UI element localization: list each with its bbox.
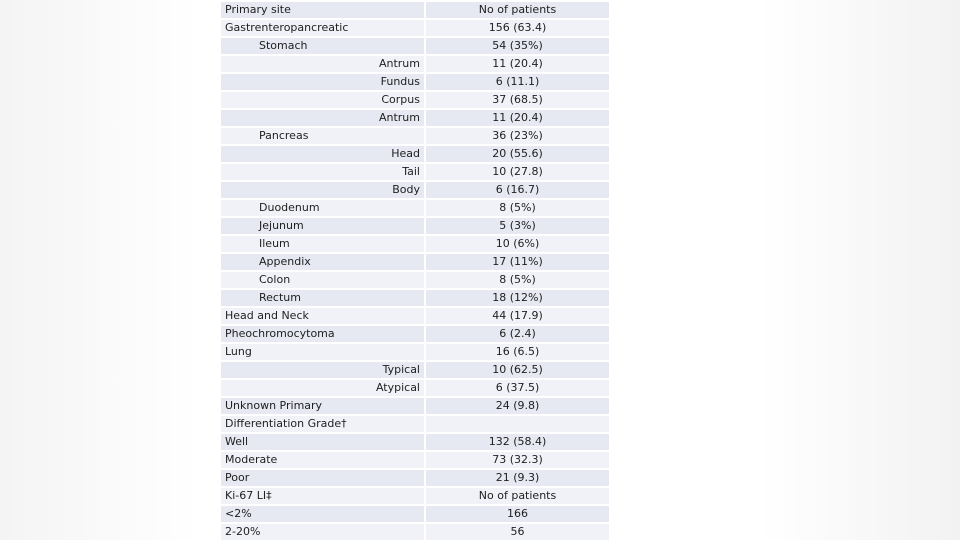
row-label: Well — [225, 435, 249, 448]
row-value: 11 (20.4) — [426, 56, 609, 72]
row-value: 17 (11%) — [426, 254, 609, 270]
row-value: 36 (23%) — [426, 128, 609, 144]
row-label: Gastrenteropancreatic — [225, 21, 349, 34]
table-row — [221, 380, 609, 396]
row-value — [426, 416, 609, 432]
row-value: 6 (37.5) — [426, 380, 609, 396]
row-label: 2-20% — [225, 525, 261, 538]
row-value: 18 (12%) — [426, 290, 609, 306]
row-value: No of patients — [426, 2, 609, 18]
row-value: 20 (55.6) — [426, 146, 609, 162]
table-row — [221, 308, 609, 324]
table-row — [221, 182, 609, 198]
row-label-cell — [221, 218, 424, 234]
table-row — [221, 488, 609, 504]
table-row — [221, 218, 609, 234]
table-row — [221, 254, 609, 270]
row-label: Duodenum — [259, 201, 320, 214]
row-label-cell — [221, 524, 424, 540]
table-row — [221, 272, 609, 288]
table-row — [221, 56, 609, 72]
table-row — [221, 2, 609, 18]
row-label-cell — [221, 488, 424, 504]
row-label: Moderate — [225, 453, 278, 466]
row-value: 54 (35%) — [426, 38, 609, 54]
row-label-cell — [221, 416, 424, 432]
row-label: Ileum — [259, 237, 290, 250]
row-value: 56 — [426, 524, 609, 540]
table-body — [221, 2, 609, 540]
row-value: 73 (32.3) — [426, 452, 609, 468]
row-label: Antrum — [378, 111, 420, 124]
table-row — [221, 110, 609, 126]
table-row — [221, 416, 609, 432]
row-value: 6 (16.7) — [426, 182, 609, 198]
table-row — [221, 74, 609, 90]
row-label-cell — [221, 344, 424, 360]
row-label: Pheochromocytoma — [225, 327, 335, 340]
row-label: Fundus — [380, 75, 420, 88]
table-row — [221, 92, 609, 108]
row-value: 10 (62.5) — [426, 362, 609, 378]
table-row — [221, 506, 609, 522]
table-row — [221, 398, 609, 414]
row-label: Unknown Primary — [225, 399, 323, 412]
background-gradient-left — [0, 0, 200, 540]
row-value: 10 (27.8) — [426, 164, 609, 180]
row-value: 6 (2.4) — [426, 326, 609, 342]
table-row — [221, 452, 609, 468]
background-gradient-right — [760, 0, 960, 540]
row-value: 8 (5%) — [426, 200, 609, 216]
row-label-cell — [221, 92, 424, 108]
row-value: 21 (9.3) — [426, 470, 609, 486]
row-label-cell — [221, 110, 424, 126]
row-label: Primary site — [225, 3, 291, 16]
row-label-cell — [221, 380, 424, 396]
row-value: 24 (9.8) — [426, 398, 609, 414]
row-label: Antrum — [378, 57, 420, 70]
row-label-cell — [221, 2, 424, 18]
row-label: Lung — [225, 345, 252, 358]
row-label: Poor — [225, 471, 250, 484]
row-label: Colon — [259, 273, 291, 286]
table-row — [221, 290, 609, 306]
row-value: 156 (63.4) — [426, 20, 609, 36]
row-label-cell — [221, 182, 424, 198]
row-label: Rectum — [259, 291, 301, 304]
table-row — [221, 236, 609, 252]
row-value: 10 (6%) — [426, 236, 609, 252]
row-label: Pancreas — [259, 129, 309, 142]
row-label-cell — [221, 290, 424, 306]
row-label: Corpus — [381, 93, 420, 106]
row-label: Atypical — [375, 381, 420, 394]
row-label-cell — [221, 146, 424, 162]
primary-site-table — [219, 0, 611, 542]
row-value: 166 — [426, 506, 609, 522]
row-label: Differentiation Grade† — [225, 417, 347, 430]
row-value: 44 (17.9) — [426, 308, 609, 324]
table-row — [221, 200, 609, 216]
row-value: 8 (5%) — [426, 272, 609, 288]
row-label: Head — [391, 147, 420, 160]
row-label-cell — [221, 506, 424, 522]
row-label-cell — [221, 74, 424, 90]
row-label-cell — [221, 272, 424, 288]
row-label: Head and Neck — [225, 309, 309, 322]
row-value: 132 (58.4) — [426, 434, 609, 450]
row-label-cell — [221, 308, 424, 324]
row-label-cell — [221, 128, 424, 144]
row-label-cell — [221, 56, 424, 72]
row-value: No of patients — [426, 488, 609, 504]
table-row — [221, 38, 609, 54]
table-row — [221, 20, 609, 36]
table-row — [221, 164, 609, 180]
row-value: 16 (6.5) — [426, 344, 609, 360]
row-label: Ki-67 LI‡ — [225, 489, 272, 502]
table-row — [221, 146, 609, 162]
row-label: Typical — [382, 363, 420, 376]
row-label: Body — [392, 183, 420, 196]
row-label: <2% — [225, 507, 252, 520]
row-label: Appendix — [259, 255, 311, 268]
row-label-cell — [221, 434, 424, 450]
table-row — [221, 128, 609, 144]
row-label-cell — [221, 38, 424, 54]
row-label-cell — [221, 362, 424, 378]
row-label-cell — [221, 452, 424, 468]
table-row — [221, 524, 609, 540]
row-label-cell — [221, 20, 424, 36]
row-value: 5 (3%) — [426, 218, 609, 234]
row-label-cell — [221, 164, 424, 180]
row-label-cell — [221, 326, 424, 342]
row-label-cell — [221, 254, 424, 270]
row-value: 11 (20.4) — [426, 110, 609, 126]
row-label-cell — [221, 398, 424, 414]
row-label-cell — [221, 470, 424, 486]
table-row — [221, 344, 609, 360]
table-row — [221, 362, 609, 378]
row-value: 37 (68.5) — [426, 92, 609, 108]
row-label-cell — [221, 236, 424, 252]
table-row — [221, 470, 609, 486]
row-label: Stomach — [259, 39, 308, 52]
row-label: Tail — [402, 165, 420, 178]
row-value: 6 (11.1) — [426, 74, 609, 90]
table-row — [221, 326, 609, 342]
row-label-cell — [221, 200, 424, 216]
table-row — [221, 434, 609, 450]
row-label: Jejunum — [259, 219, 304, 232]
